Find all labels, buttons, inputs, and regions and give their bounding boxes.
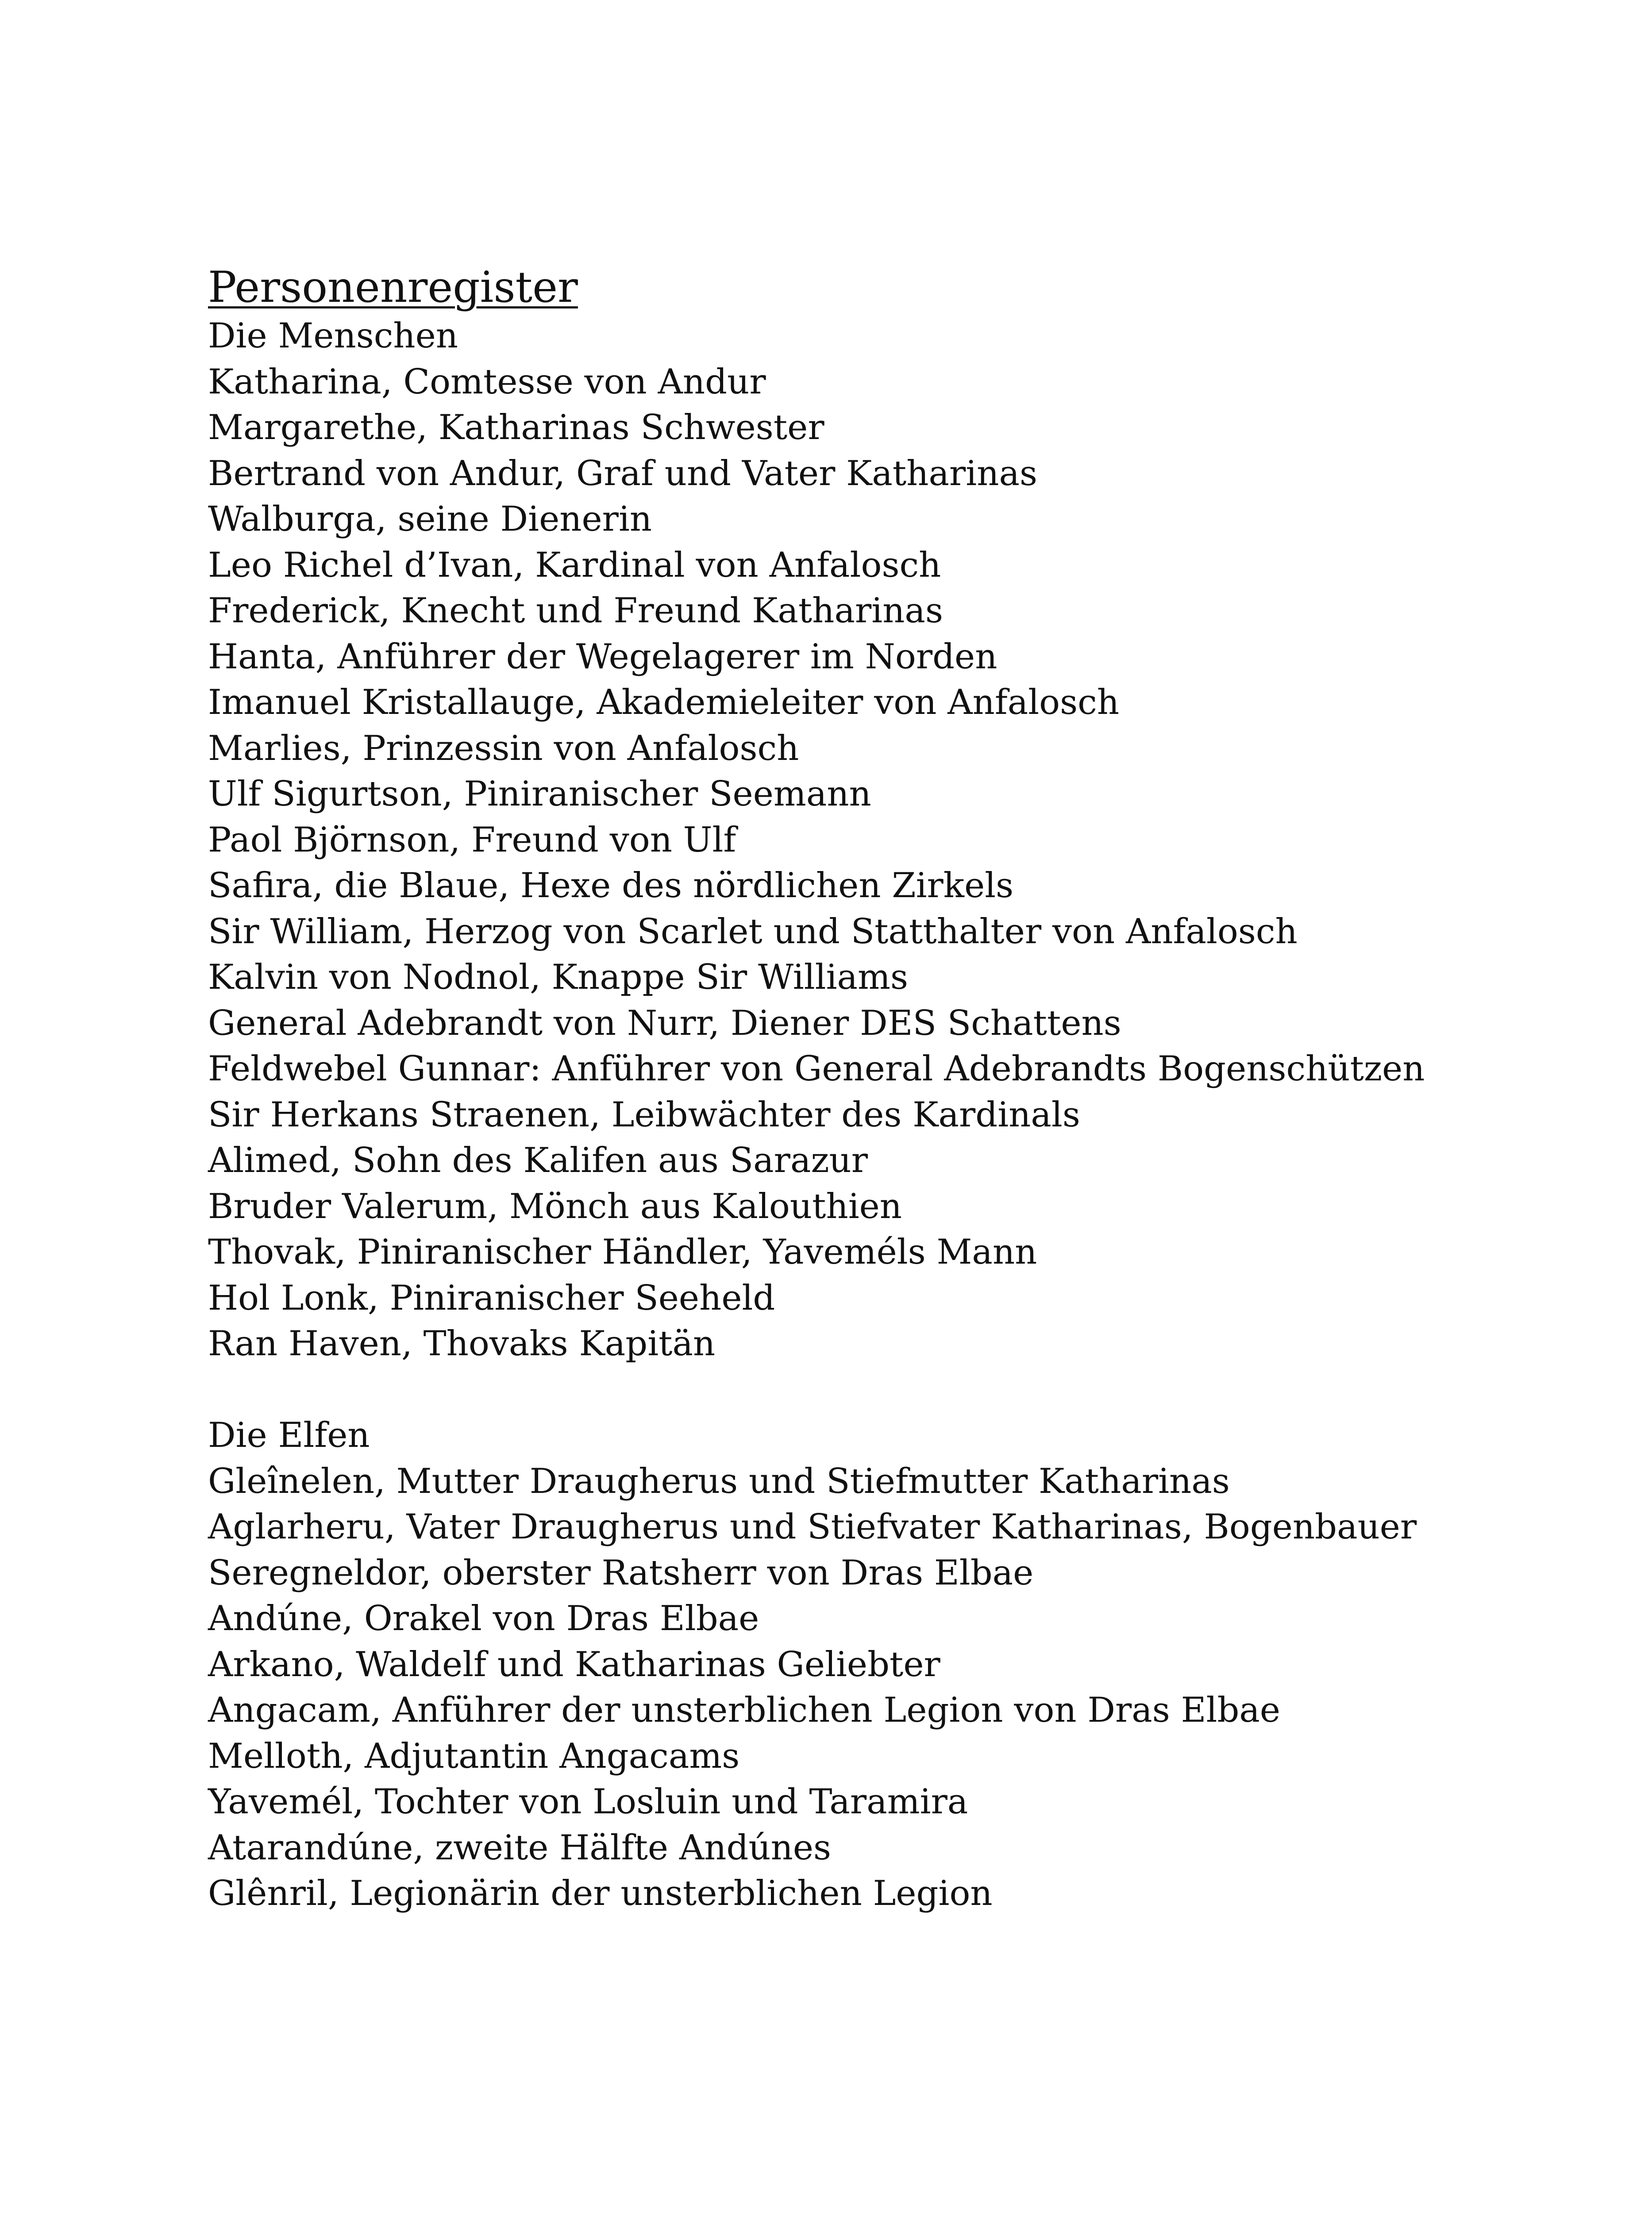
register-content — [208, 261, 1580, 1917]
list-item: Leo Richel d’Ivan, Kardinal von Anfalosch — [208, 545, 941, 585]
list-item: Hol Lonk, Piniranischer Seeheld — [208, 1278, 775, 1318]
list-item: Imanuel Kristallauge, Akademieleiter von Anfalosch — [208, 682, 1120, 722]
section-spacer — [208, 1367, 1580, 1413]
entry-list — [208, 359, 1580, 1367]
list-item: Katharina, Comtesse von Andur — [208, 362, 766, 402]
list-item: General Adebrandt von Nurr, Diener DES Schattens — [208, 1003, 1121, 1043]
list-item: Gleînelen, Mutter Draugherus und Stiefmutter Katharinas — [208, 1461, 1230, 1501]
list-item: Ulf Sigurtson, Piniranischer Seemann — [208, 774, 871, 814]
list-item: Ran Haven, Thovaks Kapitän — [208, 1324, 716, 1364]
list-item: Thovak, Piniranischer Händler, Yaveméls Mann — [208, 1232, 1037, 1272]
list-item: Melloth, Adjutantin Angacams — [208, 1736, 740, 1776]
list-item: Sir Herkans Straenen, Leibwächter des Kardinals — [208, 1095, 1080, 1135]
list-item: Atarandúne, zweite Hälfte Andúnes — [208, 1827, 832, 1868]
list-item: Arkano, Waldelf und Katharinas Geliebter — [208, 1644, 940, 1685]
list-item: Kalvin von Nodnol, Knappe Sir Williams — [208, 957, 909, 997]
list-item: Paol Björnson, Freund von Ulf — [208, 820, 736, 860]
section-heading: Die Elfen — [208, 1415, 370, 1455]
list-item: Aglarheru, Vater Draugherus und Stiefvater Katharinas, Bogenbauer — [208, 1507, 1417, 1547]
list-item: Sir William, Herzog von Scarlet und Statthalter von Anfalosch — [208, 911, 1298, 952]
document-title: Personenregister — [208, 262, 578, 312]
list-item: Safira, die Blaue, Hexe des nördlichen Zirkels — [208, 866, 1014, 906]
list-item: Marlies, Prinzessin von Anfalosch — [208, 728, 799, 768]
list-item: Andúne, Orakel von Dras Elbae — [208, 1599, 759, 1639]
list-item: Frederick, Knecht und Freund Katharinas — [208, 591, 943, 631]
list-item: Bertrand von Andur, Graf und Vater Katharinas — [208, 453, 1038, 493]
list-item: Alimed, Sohn des Kalifen aus Sarazur — [208, 1141, 868, 1180]
list-item: Feldwebel Gunnar: Anführer von General Adebrandts Bogenschützen — [208, 1049, 1425, 1089]
list-item: Bruder Valerum, Mönch aus Kalouthien — [208, 1186, 902, 1226]
list-item: Margarethe, Katharinas Schwester — [208, 408, 824, 447]
list-item: Angacam, Anführer der unsterblichen Legion von Dras Elbae — [208, 1690, 1281, 1730]
list-item: Glênril, Legionärin der unsterblichen Legion — [208, 1874, 993, 1913]
section-menschen — [208, 313, 1580, 1367]
list-item: Hanta, Anführer der Wegelagerer im Norden — [208, 636, 997, 677]
entry-list — [208, 1459, 1580, 1917]
list-item: Walburga, seine Dienerin — [208, 499, 652, 539]
section-heading: Die Menschen — [208, 316, 458, 356]
list-item: Yavemél, Tochter von Losluin und Taramira — [208, 1782, 968, 1822]
list-item: Seregneldor, oberster Ratsherr von Dras Elbae — [208, 1553, 1034, 1593]
section-elfen — [208, 1413, 1580, 1917]
